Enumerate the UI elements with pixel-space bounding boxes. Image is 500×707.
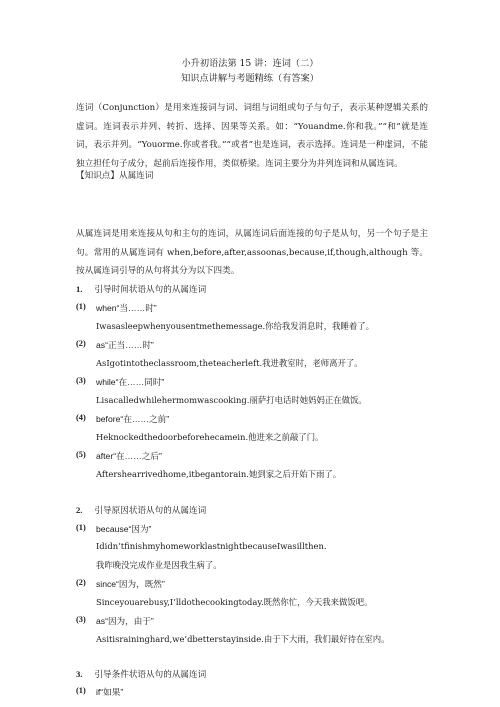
- conjunction-term: if“如果”: [96, 687, 124, 697]
- item-label: (3): [76, 615, 86, 624]
- example-sentence: Iwasasleepwhenyousentmethemessage.你给我发消息时，我睡着了。: [96, 321, 375, 331]
- item-label: (3): [76, 376, 86, 385]
- conjunction-term: after“在……之后”: [96, 451, 162, 461]
- section-number: 1.: [76, 284, 83, 294]
- conjunction-term: as“因为，由于”: [96, 616, 154, 626]
- section-title: 引导条件状语从句的从属连词: [94, 670, 207, 680]
- conjunction-term: as“正当……时”: [96, 340, 154, 350]
- conjunction-term: while“在……同时”: [96, 377, 165, 387]
- conjunction-term: before“在……之前”: [96, 414, 170, 424]
- intro-paragraph: 连词（Conjunction）是用来连接词与词、词组与词组或句子与句子，表示某种逻辑关系的虚词。连词表示并列、转折、选择、因果等关系。如：“Youandme.你和我。”“和”就是连词，表示并列。“Youorme.你或者我。”“或者”也是连词，表示选择。连词是一种虚词，不能独立担任句子成分，起前后连接作用，类似桥梁。连词主要分为并列连词和从属连词。: [76, 103, 428, 169]
- conjunction-term: since“因为，既然”: [96, 579, 165, 589]
- example-sentence: Asitisraininghard,we’dbetterstayinside.由于下大雨，我们最好待在室内。: [96, 634, 390, 644]
- section-heading: [76, 668, 206, 680]
- item-label: (1): [76, 523, 86, 532]
- section-number: 3.: [76, 669, 83, 679]
- example-sentence: Aftershearrivedhome,itbegantorain.她到家之后开始下雨了。: [96, 469, 342, 479]
- section-title: 引导时间状语从句的从属连词: [94, 285, 207, 295]
- section-heading: [76, 283, 206, 295]
- item-label: (4): [76, 413, 86, 422]
- conjunction-term: because“因为”: [96, 524, 152, 534]
- section-heading: [76, 504, 206, 516]
- item-label: (2): [76, 578, 86, 587]
- subordinate-paragraph: 从属连词是用来连接从句和主句的连词，从属连词后面连接的句子是从句，另一个句子是主句。常用的从属连词有 when,before,after,assoonas,because,if,though,although 等。按从属连词引导的从句将其分为以下四类。: [76, 229, 428, 276]
- example-sentence: Lisacalledwhilehermomwascooking.丽萨打电话时她妈妈正在做饭。: [96, 395, 367, 405]
- item-label: (2): [76, 339, 86, 348]
- example-sentence: Ididn’tfinishmyhomeworklastnightbecauseIwasillthen.: [96, 541, 327, 551]
- example-translation: 我昨晚没完成作业是因我生病了。: [96, 560, 222, 570]
- example-sentence: AsIgotintotheclassroom,theteacherleft.我进教室时，老师离开了。: [96, 358, 363, 368]
- item-label: (5): [76, 450, 86, 459]
- example-sentence: Heknockedthedoorbeforehecamein.他进来之前敲了门。: [96, 432, 324, 442]
- knowledge-point-heading: 【知识点】从属连词: [76, 171, 154, 181]
- document-title: 小升初语法第 15 讲：连词（二）: [181, 58, 319, 69]
- section-number: 2.: [76, 505, 83, 515]
- conjunction-term: when“当……时”: [96, 303, 157, 313]
- example-sentence: Sinceyouarebusy,I’lldothecookingtoday.既然你忙，今天我来做饭吧。: [96, 597, 373, 607]
- section-title: 引导原因状语从句的从属连词: [94, 506, 207, 516]
- item-label: (1): [76, 302, 86, 311]
- item-label: (1): [76, 686, 86, 695]
- document-subtitle: 知识点讲解与考题精练（有答案）: [181, 73, 319, 84]
